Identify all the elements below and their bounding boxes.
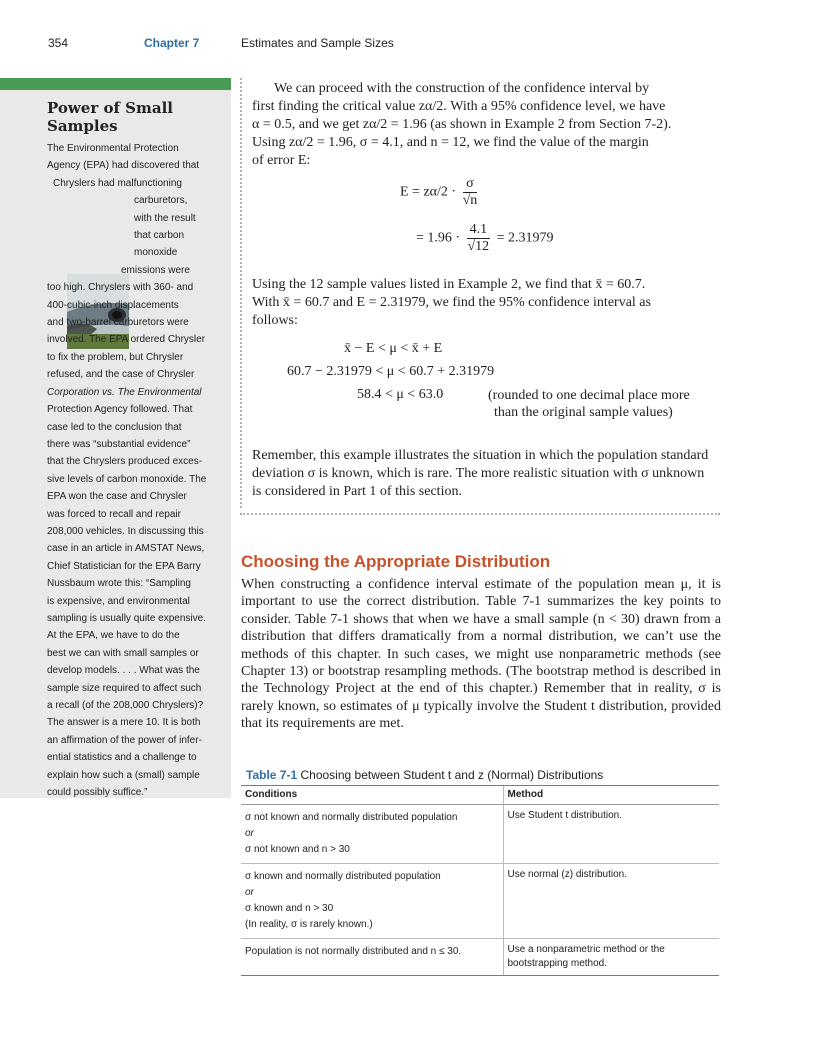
sidebar-line: sive levels of carbon monoxide. The bbox=[47, 473, 207, 485]
example-line: Using the 12 sample values listed in Example 2, we find that x̄ = 60.7. bbox=[252, 277, 646, 292]
sidebar-line: explain how such a (small) sample bbox=[47, 769, 200, 781]
sidebar-line: best we can with small samples or bbox=[47, 647, 199, 659]
chapter-title: Estimates and Sample Sizes bbox=[241, 36, 394, 50]
sidebar-line: that the Chryslers produced exces- bbox=[47, 456, 203, 468]
note-line: than the original sample values) bbox=[494, 405, 673, 420]
sidebar-line: case led to the conclusion that bbox=[47, 421, 182, 433]
table-caption bbox=[246, 768, 603, 782]
conditions-cell bbox=[241, 805, 503, 864]
sidebar-line: 208,000 vehicles. In discussing this bbox=[47, 525, 204, 537]
page-header bbox=[0, 36, 816, 52]
sidebar-line: refused, and the case of Chrysler bbox=[47, 369, 195, 381]
section-heading: Choosing the Appropriate Distribution bbox=[241, 552, 551, 571]
distribution-table bbox=[241, 785, 719, 976]
example-line: is considered in Part 1 of this section. bbox=[252, 484, 462, 499]
formula-numerator: σ bbox=[463, 176, 478, 193]
example-line: first finding the critical value zα/2. With a 95% confidence level, we have bbox=[252, 99, 666, 114]
conditions-cell bbox=[241, 939, 503, 976]
example-line: Remember, this example illustrates the situation in which the population standard bbox=[252, 448, 709, 463]
note-line: (rounded to one decimal place more bbox=[488, 388, 690, 403]
sidebar-line: Corporation vs. The Environmental bbox=[47, 386, 202, 398]
sidebar-line: and two-barrel carburetors were bbox=[47, 317, 189, 329]
condition-line: or bbox=[245, 887, 254, 898]
formula-fraction bbox=[463, 176, 478, 209]
ci-formula: x̄ − E < μ < x̄ + E bbox=[344, 341, 443, 356]
example-line: α = 0.5, and we get zα/2 = 1.96 (as shown in Example 2 from Section 7-2). bbox=[252, 117, 672, 132]
sidebar-line: Agency (EPA) had discovered that bbox=[47, 160, 200, 172]
example-line: Using zα/2 = 1.96, σ = 4.1, and n = 12, we find the value of the margin bbox=[252, 135, 649, 150]
ci-rounding-note bbox=[488, 387, 690, 421]
formula-denominator: √n bbox=[462, 193, 478, 208]
calc-denominator: √12 bbox=[467, 239, 490, 254]
formula-left: E = zα/2 · bbox=[400, 184, 457, 200]
method-cell: Use Student t distribution. bbox=[503, 805, 719, 864]
sidebar-line: to fix the problem, but Chrysler bbox=[47, 351, 184, 363]
sidebar-line: Protection Agency followed. That bbox=[47, 404, 193, 416]
example-line: follows: bbox=[252, 313, 298, 328]
sidebar-line: was forced to recall and repair bbox=[47, 508, 181, 520]
sidebar-line: Nussbaum wrote this: “Sampling bbox=[47, 578, 191, 590]
table-header-row bbox=[241, 786, 719, 805]
sidebar-accent-bar bbox=[0, 78, 231, 90]
sidebar-line: a recall (of the 208,000 Chryslers)? bbox=[47, 700, 204, 711]
condition-line: σ known and n > 30 bbox=[245, 903, 334, 914]
column-header-method: Method bbox=[503, 786, 719, 805]
sidebar-line: 400-cubic-inch displacements bbox=[47, 299, 179, 311]
table-row bbox=[241, 805, 719, 864]
example-margin-rule bbox=[240, 78, 242, 508]
example-paragraph-1 bbox=[252, 80, 722, 170]
example-paragraph-2 bbox=[252, 276, 722, 330]
table-caption-text: Choosing between Student t and z (Normal) Distributions bbox=[300, 768, 604, 782]
example-end-rule bbox=[240, 513, 720, 515]
sidebar-line: carburetors, bbox=[134, 195, 188, 207]
sidebar-line: sampling is usually quite expensive. bbox=[47, 612, 206, 624]
condition-line: (In reality, σ is rarely known.) bbox=[245, 919, 373, 930]
column-header-conditions: Conditions bbox=[241, 786, 503, 805]
table-row bbox=[241, 939, 719, 976]
sidebar-line: sample size required to affect such bbox=[47, 682, 202, 694]
sidebar-line: EPA won the case and Chrysler bbox=[47, 491, 187, 503]
example-line: With x̄ = 60.7 and E = 2.31979, we find the 95% confidence interval as bbox=[252, 295, 651, 310]
sidebar-line: with the result bbox=[134, 212, 196, 224]
sidebar-line: is expensive, and environmental bbox=[47, 595, 190, 607]
condition-line: Population is not normally distributed and n ≤ 30. bbox=[245, 946, 462, 957]
sidebar-line: an affirmation of the power of infer- bbox=[47, 734, 202, 746]
example-line: deviation σ is known, which is rare. The more realistic situation with σ unknown bbox=[252, 466, 705, 481]
sidebar-line: ential statistics and a challenge to bbox=[47, 752, 197, 764]
sidebar-title bbox=[47, 99, 227, 135]
condition-line: σ not known and n > 30 bbox=[245, 844, 350, 855]
sidebar-line: there was “substantial evidence” bbox=[47, 438, 191, 450]
sidebar-line: At the EPA, we have to do the bbox=[47, 630, 180, 642]
calc-numerator: 4.1 bbox=[467, 222, 491, 239]
sidebar-title-line: Power of Small bbox=[47, 99, 173, 117]
chapter-label: Chapter 7 bbox=[144, 36, 200, 50]
sidebar-title-line: Samples bbox=[47, 117, 118, 135]
condition-line: or bbox=[245, 828, 254, 839]
sidebar-line: The answer is a mere 10. It is both bbox=[47, 717, 201, 729]
calc-result: = 2.31979 bbox=[496, 230, 554, 246]
margin-of-error-calculation bbox=[416, 222, 553, 255]
sidebar-text bbox=[47, 140, 212, 801]
sidebar-line: that carbon bbox=[134, 230, 185, 242]
example-line: of error E: bbox=[252, 153, 311, 168]
table-label: Table 7-1 bbox=[246, 768, 298, 782]
sidebar-line: involved. The EPA ordered Chrysler bbox=[47, 334, 206, 346]
sidebar-line: emissions were bbox=[121, 264, 190, 276]
ci-substitution: 60.7 − 2.31979 < μ < 60.7 + 2.31979 bbox=[287, 364, 495, 379]
page-number: 354 bbox=[48, 36, 69, 50]
condition-line: σ not known and normally distributed population bbox=[245, 812, 458, 823]
ci-result: 58.4 < μ < 63.0 bbox=[357, 387, 444, 402]
method-cell: Use a nonparametric method or the bootstrapping method. bbox=[503, 939, 719, 976]
sidebar-box bbox=[0, 78, 231, 798]
example-paragraph-3 bbox=[252, 447, 722, 501]
calc-fraction bbox=[467, 222, 491, 255]
sidebar-line: Chief Statistician for the EPA Barry bbox=[47, 560, 201, 572]
sidebar-line: The Environmental Protection bbox=[47, 143, 179, 154]
section-paragraph: When constructing a confidence interval estimate of the population mean μ, it is important to use the correct distribution. Table 7-1 summarizes the key points to consider. Table 7-1 shows that when we have a small sample (n < 30) drawn from a distribution that differs dramatically from a normal distribution, we can’t use the methods of this chapter. In such cases, we might use nonparametric methods (see Chapter 13) or bootstrap resampling methods. (The bootstrap method is described in the Technology Project at the end of this chapter.) Remember that in reality, σ is rarely known, so estimates of μ typically involve the Student t distribution, provided that its requirements are met. bbox=[241, 577, 721, 732]
method-cell: Use normal (z) distribution. bbox=[503, 864, 719, 939]
calc-left: = 1.96 · bbox=[416, 230, 461, 246]
sidebar-line: monoxide bbox=[134, 247, 178, 259]
table-row bbox=[241, 864, 719, 939]
condition-line: σ known and normally distributed population bbox=[245, 871, 441, 882]
sidebar-line: Chryslers had malfunctioning bbox=[53, 177, 182, 189]
sidebar-line: too high. Chryslers with 360- and bbox=[47, 282, 194, 294]
sidebar-line: case in an article in AMSTAT News, bbox=[47, 543, 205, 555]
conditions-cell bbox=[241, 864, 503, 939]
sidebar-line: develop models. . . . What was the bbox=[47, 665, 200, 677]
example-line: We can proceed with the construction of the confidence interval by bbox=[274, 81, 650, 96]
margin-of-error-formula bbox=[400, 176, 480, 209]
sidebar-line: could possibly suffice.” bbox=[47, 787, 148, 799]
